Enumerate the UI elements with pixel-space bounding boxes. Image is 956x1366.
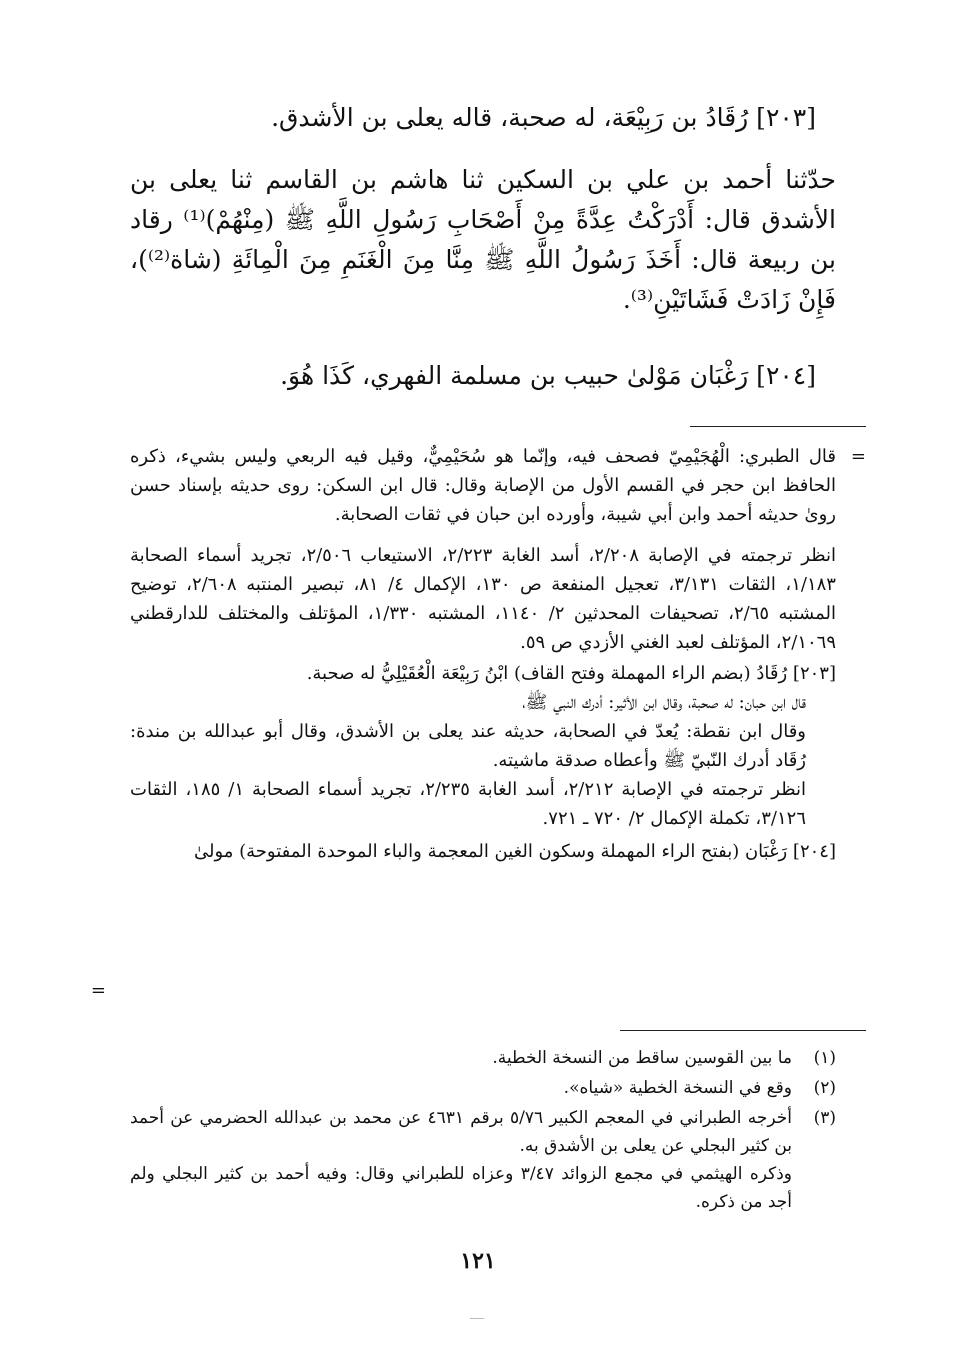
hadith-text: حدّثنا أحمد بن علي بن السكين ثنا هاشم بن القاسم ثنا يعلى بن الأشدق قال: أَدْرَكْتُ عِدَّةً مِنْ أَصْحَابِ رَسُولِ اللَّهِ ﷺ (مِنْهُمْ)⁽¹⁾ رقاد بن ربيعة قال: أَخَذَ رَسُولُ اللَّهِ ﷺ مِنَّا مِنَ الْغَنَمِ مِنَ الْمِائَةِ (شاة⁽²⁾)، فَإِنْ زَادَتْ فَشَاتَيْنِ⁽³⁾. — [130, 165, 836, 314]
note-ibn-hibban: قال ابن حبان: له صحبة، وقال ابن الأثير: أدرك النبي ﷺ، — [522, 692, 806, 713]
footnote-number: (١) — [813, 1048, 836, 1068]
entry-204-heading: [٢٠٤] رَغْبَان مَوْلىٰ حبيب بن مسلمة الفهري، كَذَا هُوَ. — [280, 361, 816, 390]
footnote-2 — [130, 1074, 836, 1102]
note-entry-204: [٢٠٤] رَغْبَان (بفتح الراء المهملة وسكون الغين المعجمة والباء الموحدة المفتوحة) مولىٰ — [193, 841, 836, 862]
footnote-1 — [130, 1044, 836, 1072]
footnote-text: ما بين القوسين ساقط من النسخة الخطية. — [492, 1048, 792, 1068]
note-references-1: انظر ترجمته في الإصابة ٢/٢٠٨، أسد الغابة ٢/٢٢٣، الاستيعاب ٢/٥٠٦، تجريد أسماء الصحابة ١/١٨٣، الثقات ٣/١٣١، تعجيل المنفعة ص ١٣٠، الإكمال ٤/ ٨١، تبصير المنتبه ٢/٦٠٨، توضيح المشتبه ٢/٦٥، تصحيفات المحدثين ٢/ ١١٤٠، المشتبه ١/٣٣٠، المؤتلف والمختلف للدارقطني ٢/١٠٦٩، المؤتلف لعبد الغني الأزدي ص ٥٩. — [130, 545, 836, 653]
entry-203-heading: [٢٠٣] رُقَادُ بن رَبِيْعَة، له صحبة، قاله يعلى بن الأشدق. — [271, 103, 816, 132]
footnote-3 — [130, 1104, 836, 1160]
note-entry-203: [٢٠٣] رُقَادُ (بضم الراء المهملة وفتح القاف) ابْنُ رَبِيْعَة الْعُقَيْلِيُّ له صحبة. — [306, 663, 836, 684]
note-references-2: انظر ترجمته في الإصابة ٢/٢١٢، أسد الغابة ٢/٢٣٥، تجريد أسماء الصحابة ١/ ١٨٥، الثقات ٣/١٢٦، تكملة الإكمال ٢/ ٧٢٠ ـ ٧٢١. — [130, 779, 806, 829]
footnote-text: وقع في النسخة الخطية «شياه». — [563, 1078, 792, 1098]
notes-separator — [690, 426, 866, 427]
footnote-number: (٢) — [813, 1078, 836, 1098]
continuation-mark-end: = — [90, 980, 106, 1001]
footnotes — [130, 1044, 836, 1216]
editor-notes — [130, 442, 836, 866]
continuation-mark: = — [850, 446, 866, 467]
footnote-text: أخرجه الطبراني في المعجم الكبير ٥/٧٦ برقم ٤٦٣١ عن محمد بن عبدالله الحضرمي عن أحمد بن كثير البجلي عن يعلى بن الأشدق به. — [130, 1108, 792, 1156]
footnote-3-continuation: وذكره الهيثمي في مجمع الزوائد ٣/٤٧ وعزاه للطبراني وقال: وفيه أحمد بن كثير البجلي ولم أجد من ذكره. — [130, 1164, 792, 1212]
note-tabari: قال الطبري: الْهُجَيْمِيّ فصحف فيه، وإنّما هو سُحَيْمِيٌّ، وقيل فيه الربعي وليس بشيء، ذكره الحافظ ابن حجر في القسم الأول من الإصابة وقال: قال ابن السكن: روى حديثه بإسناد حسن روىٰ حديثه أحمد وابن أبي شيبة، وأورده ابن حبان في ثقات الصحابة. — [130, 446, 836, 525]
footnotes-separator — [620, 1030, 866, 1031]
footnote-number: (٣) — [813, 1108, 836, 1128]
page-number: ١٢١ — [460, 1248, 496, 1274]
scan-mark — [470, 1318, 484, 1319]
note-ibn-nuqta: وقال ابن نقطة: يُعدّ في الصحابة، حديثه عند يعلى بن الأشدق، وقال أبو عبدالله بن مندة: رُقَاد أدرك النّبيّ ﷺ وأعطاه صدقة ماشيته. — [130, 721, 806, 771]
